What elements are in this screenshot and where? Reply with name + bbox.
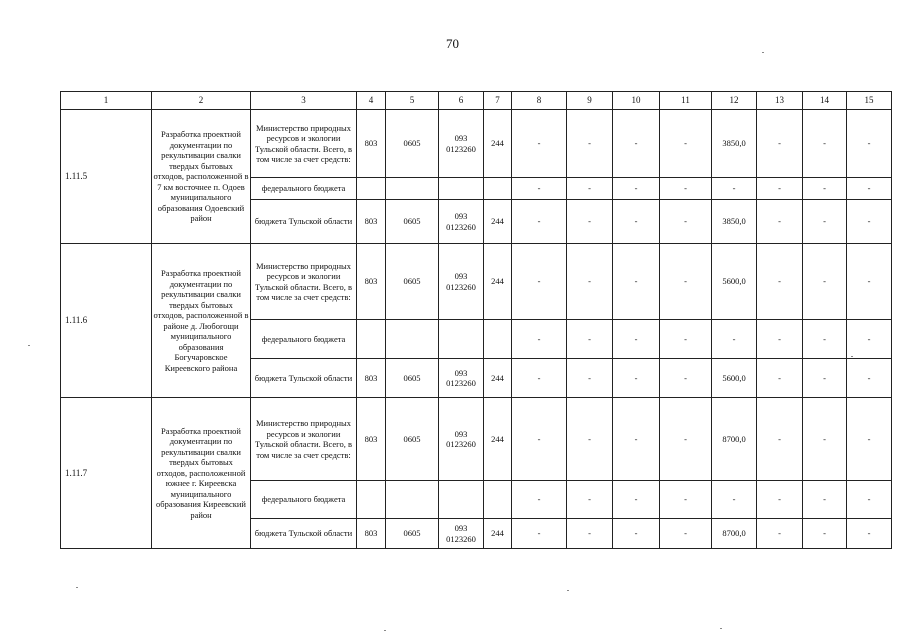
value-cell-c6 [439,481,484,519]
value-cell-c6: 093 0123260 [439,359,484,398]
item-name: Разработка проектной документации по рекультивации свалки твердых бытовых отходов, расположенной в районе д. Любогощи муниципального образования Богучаровское Киреевского района [152,244,251,398]
value-cell-c8: - [512,178,567,200]
scan-speck [76,587,78,588]
value-cell-c13: - [757,178,803,200]
scan-speck [28,345,30,346]
value-cell-c11: - [660,359,712,398]
value-cell-c10: - [613,398,660,481]
value-cell-c13: - [757,200,803,244]
funding-source-label: Министерство природных ресурсов и экологии Тульской области. Всего, в том числе за счет средств: [251,110,357,178]
header-row [61,92,892,110]
value-cell-c9: - [567,481,613,519]
value-cell-c10: - [613,244,660,320]
value-cell-c14: - [803,359,847,398]
scan-speck [384,630,386,631]
value-cell-c9: - [567,519,613,549]
value-cell-c7: 244 [484,519,512,549]
value-cell-c15: - [847,481,892,519]
item-code: 1.11.7 [61,398,152,549]
funding-source-label: бюджета Тульской области [251,519,357,549]
header-cell: 1 [61,92,152,110]
value-cell-c7 [484,481,512,519]
value-cell-c6: 093 0123260 [439,110,484,178]
value-cell-c8: - [512,200,567,244]
value-cell-c10: - [613,481,660,519]
value-cell-c5 [386,481,439,519]
value-cell-c10: - [613,200,660,244]
header-cell: 4 [357,92,386,110]
value-cell-c10: - [613,178,660,200]
value-cell-c4: 803 [357,244,386,320]
value-cell-c13: - [757,244,803,320]
scan-speck [567,590,569,591]
header-cell: 2 [152,92,251,110]
value-cell-c6: 093 0123260 [439,200,484,244]
funding-source-label: Министерство природных ресурсов и экологии Тульской области. Всего, в том числе за счет средств: [251,398,357,481]
scan-speck [851,356,853,357]
funding-source-label: Министерство природных ресурсов и экологии Тульской области. Всего, в том числе за счет средств: [251,244,357,320]
value-cell-c11: - [660,110,712,178]
value-cell-c7: 244 [484,200,512,244]
value-cell-c4: 803 [357,359,386,398]
value-cell-c15: - [847,398,892,481]
table-row [61,398,892,481]
value-cell-c15: - [847,110,892,178]
value-cell-c5 [386,320,439,359]
value-cell-c12: - [712,320,757,359]
header-cell: 11 [660,92,712,110]
value-cell-c13: - [757,359,803,398]
value-cell-c8: - [512,359,567,398]
value-cell-c12: - [712,178,757,200]
funding-source-label: бюджета Тульской области [251,200,357,244]
value-cell-c15: - [847,320,892,359]
value-cell-c10: - [613,359,660,398]
budget-table [60,91,892,549]
value-cell-c4 [357,178,386,200]
value-cell-c8: - [512,244,567,320]
value-cell-c7 [484,178,512,200]
value-cell-c14: - [803,320,847,359]
value-cell-c9: - [567,359,613,398]
header-cell: 14 [803,92,847,110]
value-cell-c12: 8700,0 [712,398,757,481]
value-cell-c8: - [512,110,567,178]
value-cell-c12: 3850,0 [712,110,757,178]
header-cell: 8 [512,92,567,110]
header-cell: 5 [386,92,439,110]
funding-source-label: федерального бюджета [251,178,357,200]
value-cell-c5: 0605 [386,244,439,320]
value-cell-c11: - [660,244,712,320]
value-cell-c11: - [660,481,712,519]
value-cell-c10: - [613,519,660,549]
value-cell-c4: 803 [357,110,386,178]
page-number: 70 [446,36,459,51]
value-cell-c15: - [847,178,892,200]
value-cell-c8: - [512,320,567,359]
value-cell-c11: - [660,320,712,359]
value-cell-c5: 0605 [386,359,439,398]
value-cell-c5: 0605 [386,519,439,549]
value-cell-c9: - [567,178,613,200]
value-cell-c13: - [757,320,803,359]
value-cell-c9: - [567,398,613,481]
value-cell-c5: 0605 [386,110,439,178]
value-cell-c14: - [803,178,847,200]
header-cell: 7 [484,92,512,110]
funding-source-label: федерального бюджета [251,320,357,359]
value-cell-c8: - [512,398,567,481]
value-cell-c5 [386,178,439,200]
value-cell-c7: 244 [484,110,512,178]
value-cell-c11: - [660,178,712,200]
value-cell-c6: 093 0123260 [439,244,484,320]
value-cell-c12: 5600,0 [712,359,757,398]
value-cell-c14: - [803,519,847,549]
header-cell: 3 [251,92,357,110]
value-cell-c13: - [757,110,803,178]
value-cell-c7 [484,320,512,359]
value-cell-c7: 244 [484,244,512,320]
value-cell-c6: 093 0123260 [439,519,484,549]
funding-source-label: бюджета Тульской области [251,359,357,398]
value-cell-c4: 803 [357,398,386,481]
header-cell: 10 [613,92,660,110]
value-cell-c14: - [803,200,847,244]
value-cell-c12: 8700,0 [712,519,757,549]
value-cell-c9: - [567,320,613,359]
value-cell-c6 [439,320,484,359]
value-cell-c10: - [613,320,660,359]
value-cell-c14: - [803,110,847,178]
item-name: Разработка проектной документации по рекультивации свалки твердых бытовых отходов, расположенной в 7 км восточнее п. Одоев муниципального образования Одоевский район [152,110,251,244]
value-cell-c4 [357,481,386,519]
value-cell-c13: - [757,519,803,549]
value-cell-c14: - [803,481,847,519]
value-cell-c11: - [660,200,712,244]
table-row [61,244,892,320]
scan-speck [720,628,722,629]
value-cell-c10: - [613,110,660,178]
value-cell-c15: - [847,200,892,244]
value-cell-c9: - [567,110,613,178]
header-cell: 9 [567,92,613,110]
table-row [61,110,892,178]
scan-speck [762,52,764,53]
value-cell-c5: 0605 [386,398,439,481]
item-code: 1.11.6 [61,244,152,398]
value-cell-c7: 244 [484,398,512,481]
value-cell-c14: - [803,398,847,481]
funding-source-label: федерального бюджета [251,481,357,519]
header-cell: 15 [847,92,892,110]
value-cell-c12: 3850,0 [712,200,757,244]
value-cell-c4: 803 [357,200,386,244]
value-cell-c11: - [660,519,712,549]
value-cell-c4: 803 [357,519,386,549]
header-cell: 13 [757,92,803,110]
value-cell-c8: - [512,481,567,519]
value-cell-c13: - [757,398,803,481]
value-cell-c11: - [660,398,712,481]
value-cell-c8: - [512,519,567,549]
header-cell: 12 [712,92,757,110]
item-code: 1.11.5 [61,110,152,244]
value-cell-c12: - [712,481,757,519]
value-cell-c7: 244 [484,359,512,398]
value-cell-c6 [439,178,484,200]
value-cell-c14: - [803,244,847,320]
header-cell: 6 [439,92,484,110]
value-cell-c15: - [847,519,892,549]
value-cell-c15: - [847,359,892,398]
value-cell-c15: - [847,244,892,320]
value-cell-c9: - [567,200,613,244]
item-name: Разработка проектной документации по рекультивации свалки твердых бытовых отходов, расположенной южнее г. Киреевска муниципального образования Киреевский район [152,398,251,549]
value-cell-c12: 5600,0 [712,244,757,320]
value-cell-c9: - [567,244,613,320]
value-cell-c4 [357,320,386,359]
value-cell-c6: 093 0123260 [439,398,484,481]
value-cell-c5: 0605 [386,200,439,244]
value-cell-c13: - [757,481,803,519]
